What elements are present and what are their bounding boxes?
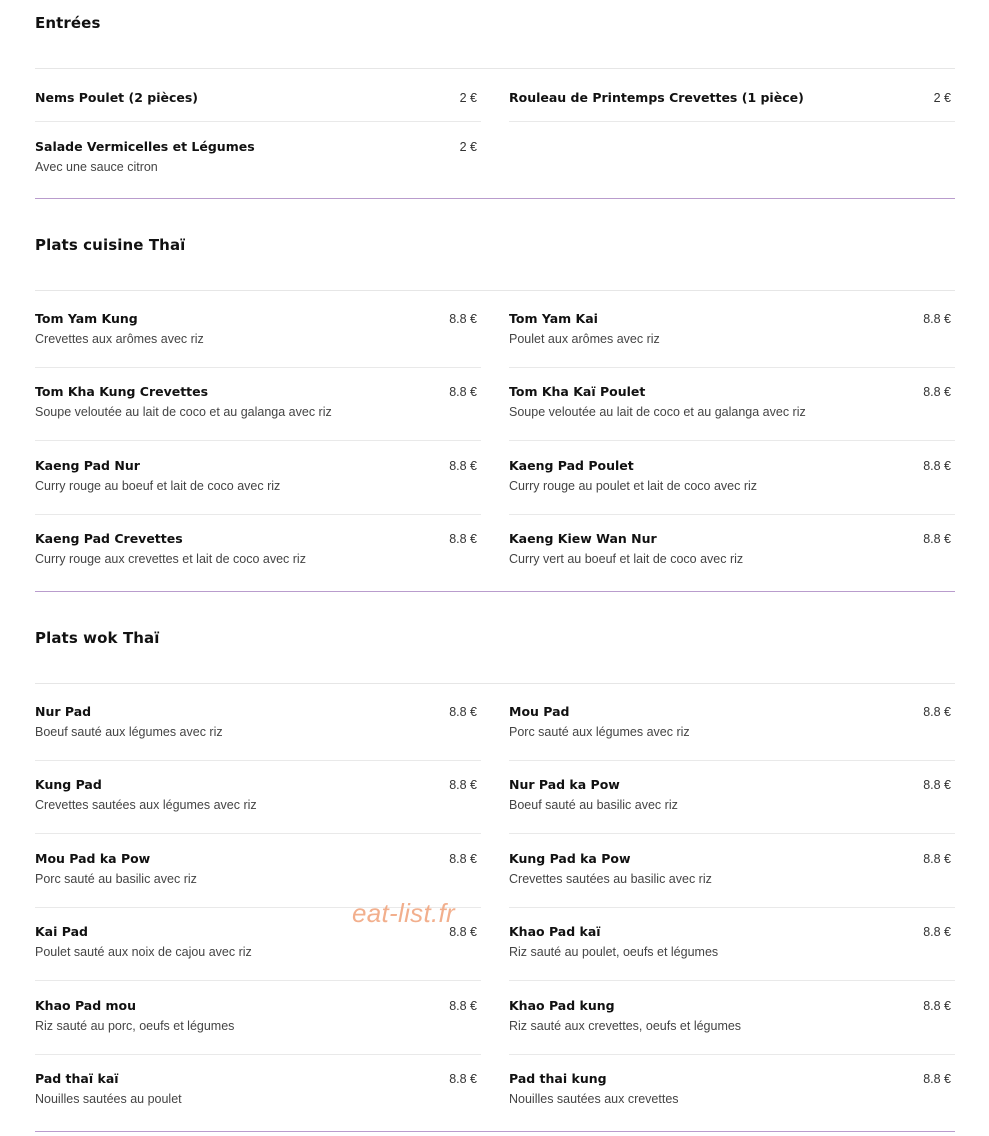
item-description: Crevettes aux arômes avec riz	[35, 332, 204, 346]
item-description: Porc sauté au basilic avec riz	[35, 872, 197, 886]
item-name: Tom Kha Kung Crevettes	[35, 384, 209, 399]
item-description: Riz sauté au porc, oeufs et légumes	[35, 1019, 235, 1033]
item-price: 8.8 €	[923, 778, 951, 792]
item-description: Poulet sauté aux noix de cajou avec riz	[35, 945, 252, 959]
item-name: Khao Pad kung	[509, 998, 615, 1013]
item-description: Boeuf sauté aux légumes avec riz	[35, 725, 223, 739]
divider	[509, 907, 955, 908]
section-plats-cuisine	[35, 236, 955, 596]
divider	[35, 683, 955, 684]
divider	[35, 760, 481, 761]
section-divider	[35, 1131, 955, 1132]
divider	[35, 833, 481, 834]
item-price: 8.8 €	[923, 532, 951, 546]
item-name: Nems Poulet (2 pièces)	[35, 90, 199, 105]
item-name: Nur Pad	[35, 704, 92, 719]
item-description: Soupe veloutée au lait de coco et au galanga avec riz	[509, 405, 806, 419]
item-price: 8.8 €	[923, 999, 951, 1013]
item-description: Curry rouge aux crevettes et lait de coco avec riz	[35, 552, 306, 566]
item-name: Nur Pad ka Pow	[509, 777, 620, 792]
item-price: 8.8 €	[923, 705, 951, 719]
item-price: 2 €	[933, 91, 951, 105]
item-description: Crevettes sautées aux légumes avec riz	[35, 798, 257, 812]
item-description: Boeuf sauté au basilic avec riz	[509, 798, 678, 812]
item-description: Porc sauté aux légumes avec riz	[509, 725, 690, 739]
item-description: Avec une sauce citron	[35, 160, 158, 174]
item-name: Rouleau de Printemps Crevettes (1 pièce)	[509, 90, 804, 105]
item-description: Riz sauté aux crevettes, oeufs et légumes	[509, 1019, 742, 1033]
item-description: Soupe veloutée au lait de coco et au galanga avec riz	[35, 405, 332, 419]
item-price: 8.8 €	[449, 385, 477, 399]
item-price: 8.8 €	[923, 852, 951, 866]
item-price: 2 €	[459, 91, 477, 105]
divider	[509, 121, 955, 122]
divider	[509, 367, 955, 368]
item-price: 8.8 €	[923, 1072, 951, 1086]
divider	[509, 514, 955, 515]
item-description: Nouilles sautées au poulet	[35, 1092, 182, 1106]
item-price: 8.8 €	[449, 1072, 477, 1086]
section-title: Plats cuisine Thaï	[35, 236, 186, 254]
item-description: Curry vert au boeuf et lait de coco avec riz	[509, 552, 744, 566]
item-name: Kaeng Pad Nur	[35, 458, 140, 473]
divider	[35, 121, 481, 122]
item-name: Kaeng Pad Crevettes	[35, 531, 183, 546]
divider	[35, 290, 955, 291]
item-description: Poulet aux arômes avec riz	[509, 332, 660, 346]
divider	[509, 440, 955, 441]
item-description: Crevettes sautées au basilic avec riz	[509, 872, 712, 886]
item-price: 8.8 €	[449, 778, 477, 792]
item-price: 8.8 €	[449, 999, 477, 1013]
divider	[509, 1054, 955, 1055]
item-name: Tom Yam Kung	[35, 311, 138, 326]
item-name: Kung Pad ka Pow	[509, 851, 631, 866]
item-price: 8.8 €	[923, 925, 951, 939]
divider	[509, 760, 955, 761]
section-title: Entrées	[35, 14, 101, 32]
item-description: Riz sauté au poulet, oeufs et légumes	[509, 945, 719, 959]
item-name: Pad thaï kaï	[35, 1071, 119, 1086]
divider	[35, 514, 481, 515]
item-price: 8.8 €	[449, 705, 477, 719]
item-description: Curry rouge au poulet et lait de coco avec riz	[509, 479, 758, 493]
item-price: 8.8 €	[923, 459, 951, 473]
section-plats-wok	[35, 629, 955, 1134]
item-name: Tom Kha Kaï Poulet	[509, 384, 646, 399]
item-name: Salade Vermicelles et Légumes	[35, 139, 255, 154]
divider	[509, 980, 955, 981]
item-price: 8.8 €	[449, 925, 477, 939]
section-divider	[35, 591, 955, 592]
item-price: 8.8 €	[449, 459, 477, 473]
item-description: Nouilles sautées aux crevettes	[509, 1092, 679, 1106]
watermark: eat-list.fr	[352, 898, 455, 928]
divider	[35, 440, 481, 441]
item-price: 2 €	[459, 140, 477, 154]
item-price: 8.8 €	[449, 852, 477, 866]
divider	[509, 833, 955, 834]
item-name: Kaeng Pad Poulet	[509, 458, 634, 473]
item-name: Khao Pad kaï	[509, 924, 601, 939]
item-name: Khao Pad mou	[35, 998, 137, 1013]
divider	[35, 980, 481, 981]
item-price: 8.8 €	[923, 385, 951, 399]
item-name: Kai Pad	[35, 924, 88, 939]
divider	[35, 367, 481, 368]
section-entrees	[35, 14, 955, 200]
divider	[35, 1054, 481, 1055]
item-name: Mou Pad ka Pow	[35, 851, 151, 866]
divider	[35, 68, 955, 69]
item-name: Mou Pad	[509, 704, 570, 719]
item-name: Kaeng Kiew Wan Nur	[509, 531, 657, 546]
item-price: 8.8 €	[923, 312, 951, 326]
item-name: Kung Pad	[35, 777, 102, 792]
item-price: 8.8 €	[449, 532, 477, 546]
section-title: Plats wok Thaï	[35, 629, 160, 647]
item-name: Pad thai kung	[509, 1071, 607, 1086]
item-price: 8.8 €	[449, 312, 477, 326]
item-description: Curry rouge au boeuf et lait de coco avec riz	[35, 479, 281, 493]
item-name: Tom Yam Kai	[509, 311, 598, 326]
section-divider	[35, 198, 955, 199]
